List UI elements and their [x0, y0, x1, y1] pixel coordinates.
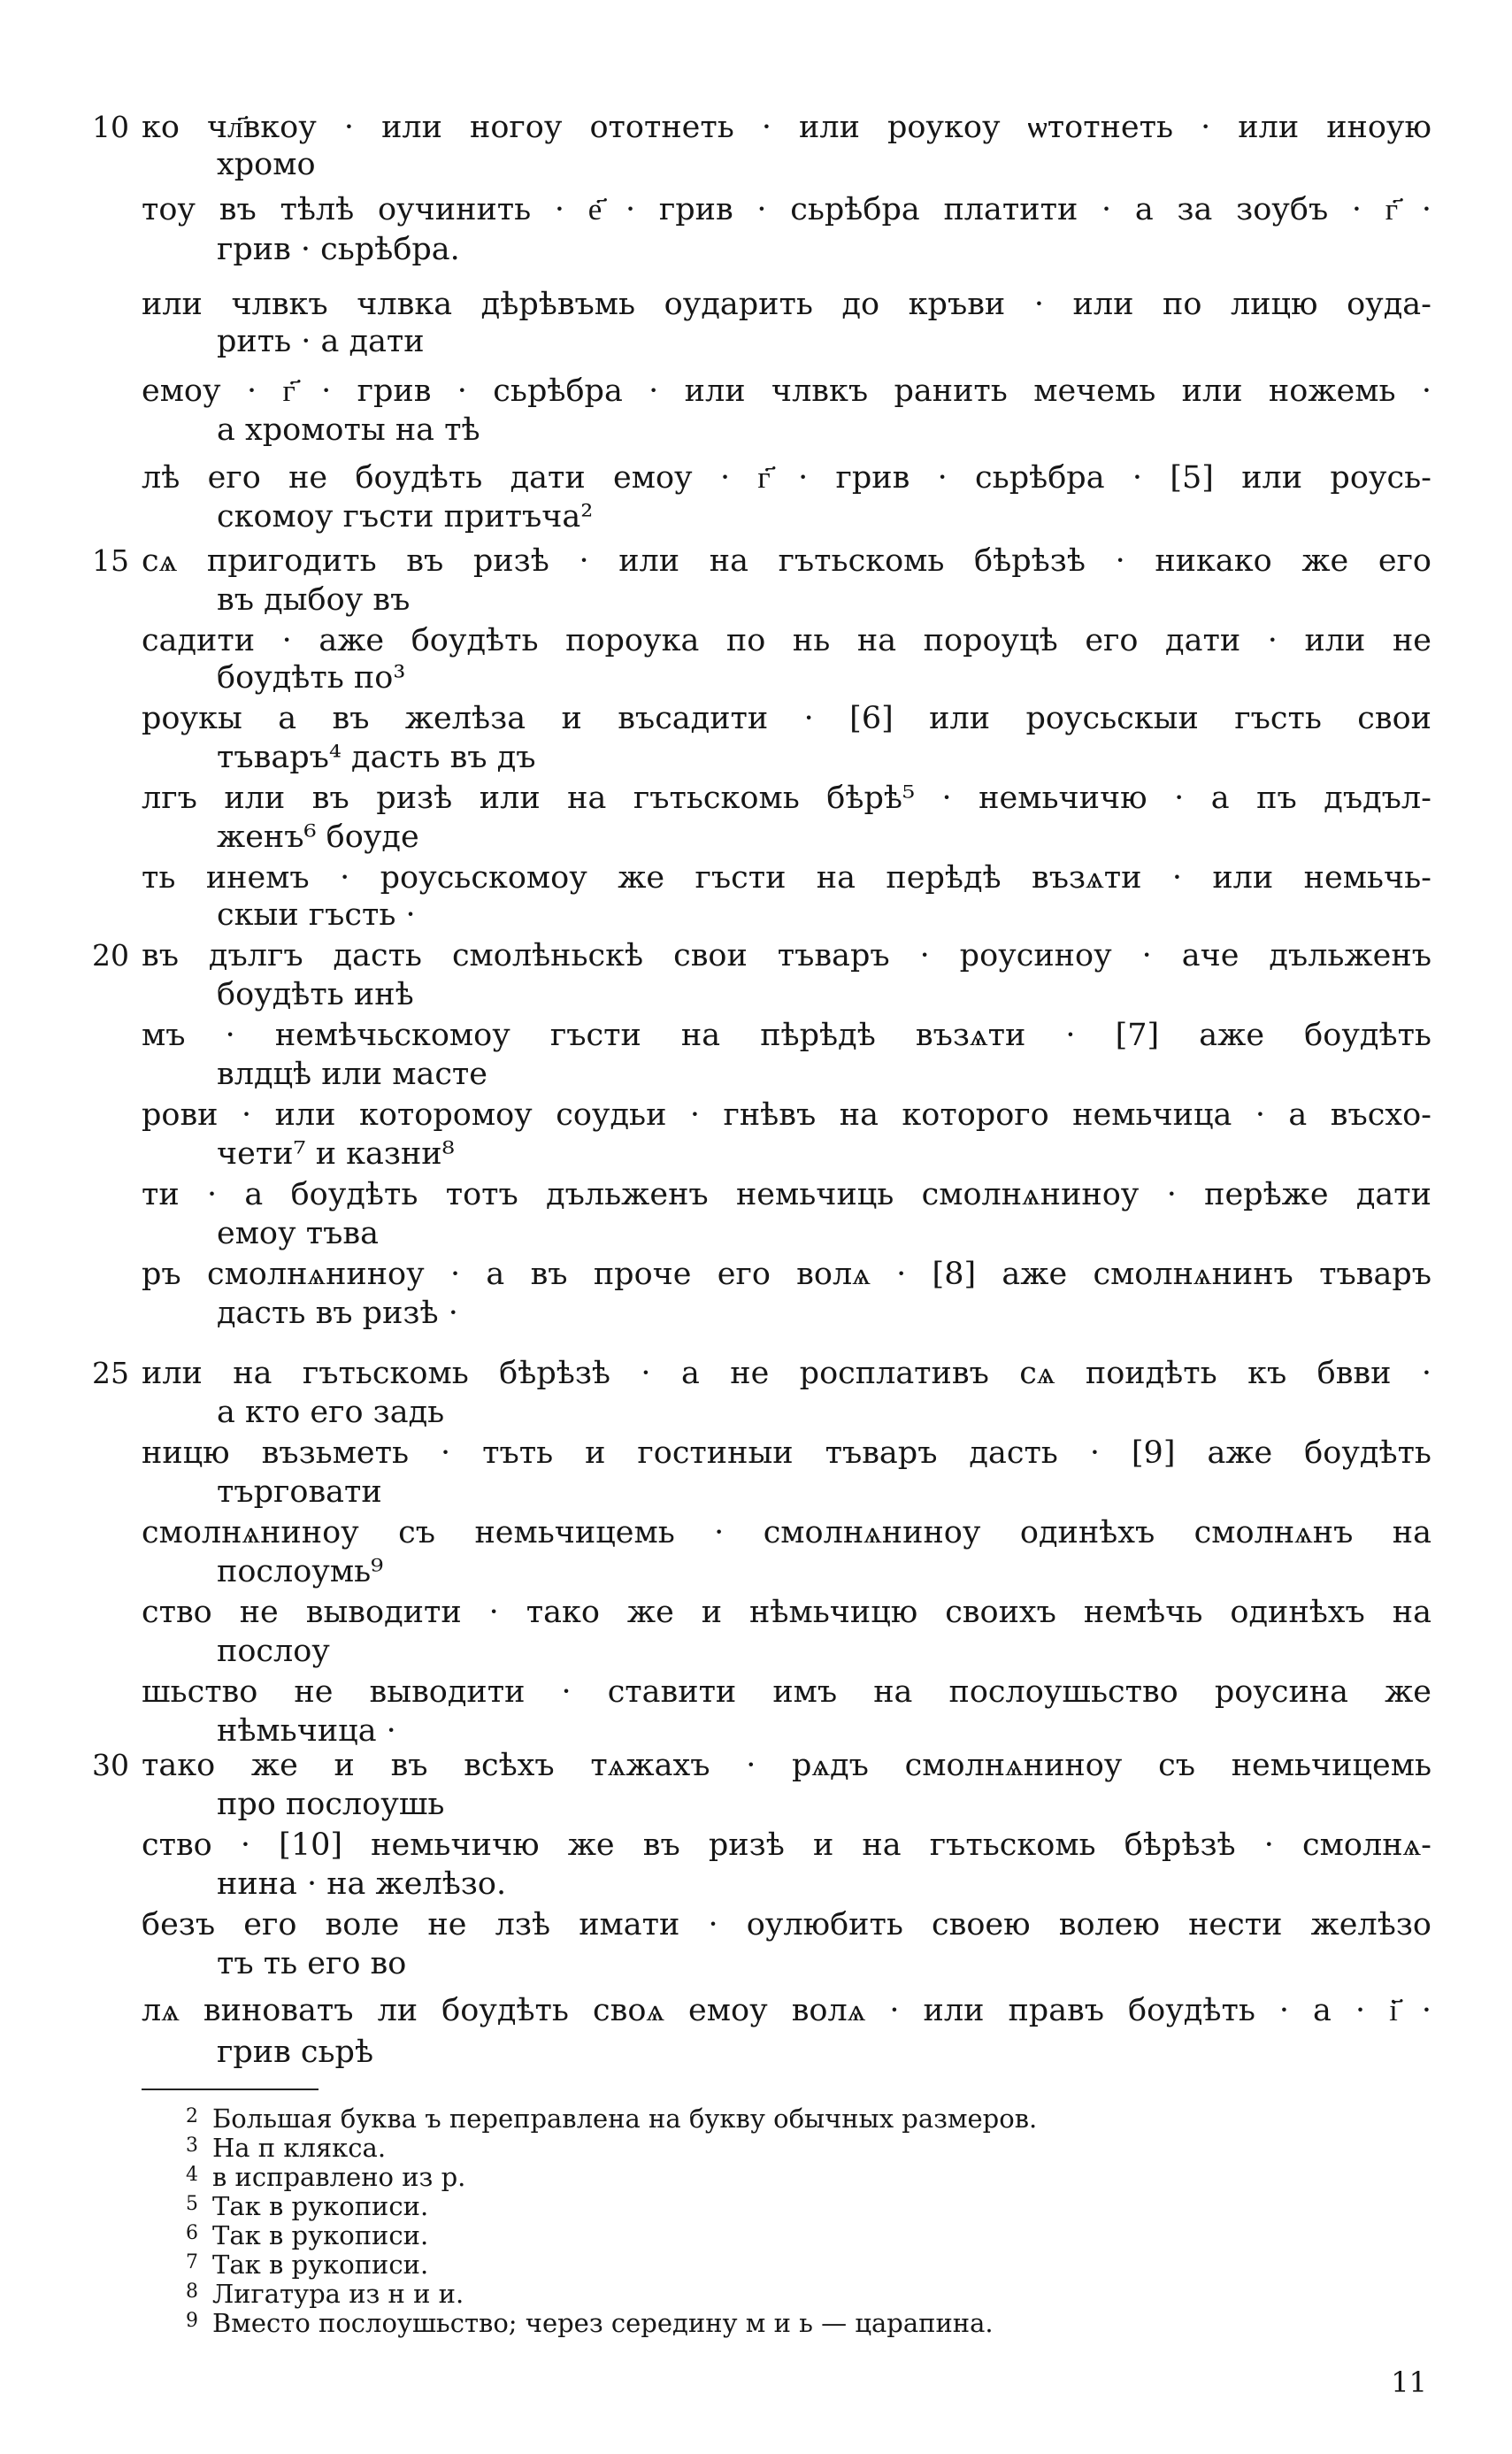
text-line: смолнѧниноу съ немьчицемь · смолнѧниноу одинѣхъ смолнѧнъ на: [142, 1515, 1431, 1550]
text-line-continuation: про послоушь: [217, 1787, 445, 1822]
footnote-number: 4: [186, 2164, 198, 2186]
text-line-continuation: боудѣть по³: [217, 660, 406, 696]
footnote-number: 8: [186, 2281, 198, 2303]
text-line: рови · или которомоу соудьи · гнѣвъ на которого немьчица · а въсхо-: [142, 1097, 1431, 1133]
text-line: садити · аже боудѣть пороука по нь на пороуцѣ его дати · или не: [142, 623, 1431, 658]
text-line: ко чл҃вкоу · или ногоу ототнеть · или роукоу ѡтотнеть · или иноую: [142, 110, 1431, 145]
footnote-separator: [142, 2089, 319, 2090]
text-line-continuation: рить · а дати: [217, 324, 425, 359]
footnote-text: Так в рукописи.: [212, 2191, 429, 2221]
text-line-continuation: нѣмьчица ·: [217, 1713, 396, 1749]
footnote-text: Так в рукописи.: [212, 2250, 429, 2280]
text-line-continuation: а кто его задь: [217, 1395, 445, 1430]
line-number: 15: [92, 543, 129, 578]
text-line-continuation: въ дыбоу въ: [217, 582, 411, 618]
line-number: 10: [92, 110, 129, 144]
footnote: [186, 2160, 1292, 2192]
text-line: или члвкъ члвка дѣрѣвъмь оударить до кръви · или по лицю оуда-: [142, 287, 1431, 322]
text-line: ть инемъ · роусьскомоу же гъсти на перѣдѣ възѧти · или немьчь-: [142, 860, 1431, 896]
text-line-continuation: боудѣть инѣ: [217, 977, 414, 1012]
text-line: въ дългъ дасть смолѣньскѣ свои тъваръ · роусиноу · аче дъльженъ: [142, 938, 1431, 973]
footnote-text: На п клякса.: [212, 2133, 387, 2163]
text-line-continuation: послоу: [217, 1634, 330, 1669]
footnote: [186, 2306, 1292, 2338]
footnote-text: в исправлено из р.: [212, 2162, 466, 2192]
text-line-continuation: чети⁷ и казни⁸: [217, 1136, 455, 1172]
text-line-continuation: скомоу гъсти притъча²: [217, 499, 594, 535]
text-line-continuation: послоумь⁹: [217, 1554, 384, 1589]
text-line: ницю възьметь · тъть и гостиныи тъваръ дасть · [9] аже боудѣть: [142, 1435, 1431, 1471]
text-line: или на гътьскомь бѣрѣзѣ · а не росплативъ сѧ поидѣть къ бвви ·: [142, 1356, 1431, 1391]
text-line: сѧ пригодить въ ризѣ · или на гътьскомь бѣрѣзѣ · никако же его: [142, 543, 1431, 579]
footnote-number: 6: [186, 2222, 198, 2244]
footnote-text: Лигатура из н и и.: [212, 2279, 464, 2309]
text-line-continuation: скыи гъсть ·: [217, 897, 416, 933]
text-line: тако же и въ всѣхъ тѧжахъ · рѧдъ смолнѧниноу съ немьчицемь: [142, 1748, 1431, 1783]
text-line-continuation: грив сьрѣ: [217, 2035, 374, 2070]
text-line: емоу · г҃ · грив · сьрѣбра · или члвкъ ранить мечемь или ножемь ·: [142, 373, 1431, 409]
text-line: роукы а въ желѣза и въсадити · [6] или роусьскыи гъсть свои: [142, 701, 1431, 736]
text-line-continuation: търговати: [217, 1474, 382, 1510]
text-line: тоу въ тѣлѣ оучинить · е҃ · грив · сьрѣбра платити · а за зоубъ · г҃ ·: [142, 192, 1431, 227]
text-line-continuation: женъ⁶ боуде: [217, 819, 419, 855]
line-number: 30: [92, 1748, 129, 1782]
text-line-continuation: а хромоты на тѣ: [217, 412, 480, 448]
footnote: [186, 2189, 1292, 2221]
text-line: шьство не выводити · ставити имъ на послоушьство роусина же: [142, 1674, 1431, 1710]
text-line-continuation: тъваръ⁴ дасть въ дъ: [217, 740, 536, 775]
line-number: 20: [92, 938, 129, 973]
footnote-number: 7: [186, 2251, 198, 2273]
text-line-continuation: влдцѣ или масте: [217, 1057, 488, 1092]
text-line: ство не выводити · тако же и нѣмьчицю своихъ немѣчь одинѣхъ на: [142, 1595, 1431, 1630]
text-line: ръ смолнѧниноу · а въ проче его волѧ · [8] аже смолнѧнинъ тъваръ: [142, 1257, 1431, 1292]
page-number: 11: [1391, 2366, 1427, 2399]
footnote: [186, 2131, 1292, 2163]
footnote: [186, 2248, 1292, 2280]
text-line-continuation: хромо: [217, 147, 316, 182]
text-line: лѣ его не боудѣть дати емоу · г҃ · грив · сьрѣбра · [5] или роусь-: [142, 460, 1431, 496]
text-line: безъ его воле не лзѣ имати · оулюбить своею волею нести желѣзо: [142, 1907, 1431, 1942]
footnote-number: 9: [186, 2310, 198, 2332]
text-line: лѧ виноватъ ли боудѣть своѧ емоу волѧ · или правъ боудѣть · а · і҃ ·: [142, 1993, 1431, 2028]
text-line-continuation: грив · сьрѣбра.: [217, 232, 460, 267]
footnote-text: Большая буква ъ переправлена на букву обычных размеров.: [212, 2104, 1038, 2134]
footnote-text: Вместо послоушьство; через середину м и ь — царапина.: [212, 2308, 994, 2338]
line-number: 25: [92, 1356, 129, 1390]
text-line-continuation: тъ ть его во: [217, 1946, 407, 1981]
footnote-number: 3: [186, 2135, 198, 2157]
text-line-continuation: дасть въ ризѣ ·: [217, 1296, 458, 1331]
footnote-number: 2: [186, 2105, 198, 2127]
footnote-text: Так в рукописи.: [212, 2220, 429, 2250]
text-line: лгъ или въ ризѣ или на гътьскомь бѣрѣ⁵ · немьчичю · а пъ дъдъл-: [142, 781, 1431, 816]
footnote: [186, 2102, 1292, 2134]
footnote: [186, 2219, 1292, 2250]
text-line: ти · а боудѣть тотъ дъльженъ немьчиць смолнѧниноу · перѣже дати: [142, 1177, 1431, 1212]
text-line-continuation: нина · на желѣзо.: [217, 1866, 507, 1902]
footnote: [186, 2277, 1292, 2309]
text-line: ство · [10] немьчичю же въ ризѣ и на гътьскомь бѣрѣзѣ · смолнѧ-: [142, 1827, 1431, 1863]
footnote-number: 5: [186, 2193, 198, 2215]
text-line-continuation: емоу тъва: [217, 1216, 379, 1251]
text-line: мъ · немѣчьскомоу гъсти на пѣрѣдѣ възѧти · [7] аже боудѣть: [142, 1018, 1431, 1053]
